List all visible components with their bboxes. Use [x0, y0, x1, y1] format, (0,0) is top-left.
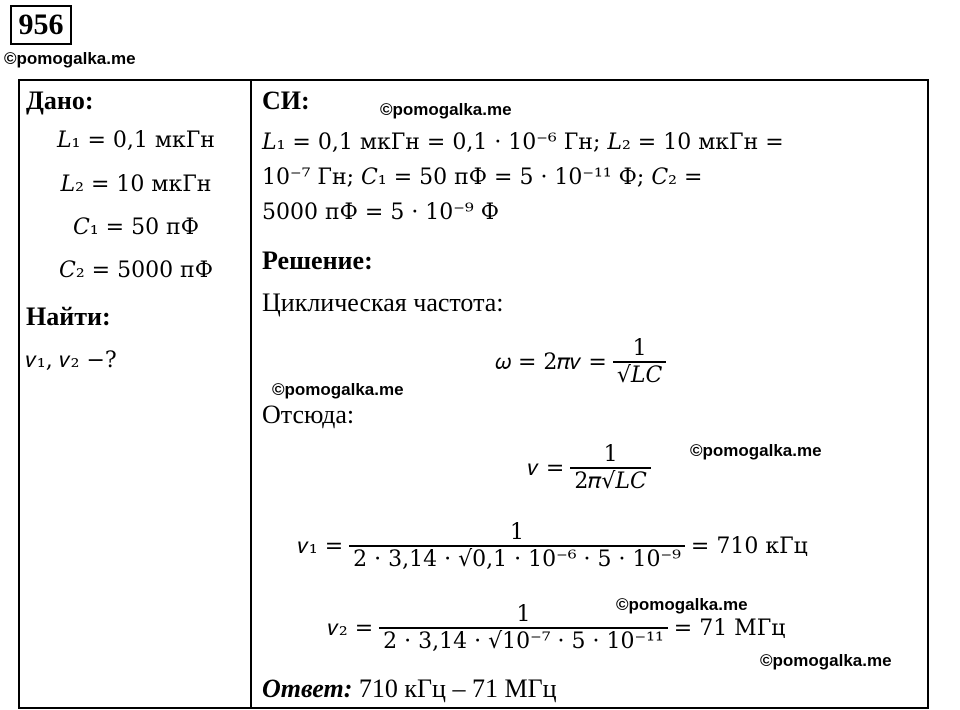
- watermark-right: ©pomogalka.me: [690, 441, 822, 460]
- watermark-bottom: ©pomogalka.me: [760, 651, 892, 670]
- find-heading: Найти:: [26, 302, 111, 331]
- find-line: 𝜈₁, 𝜈₂ −?: [26, 348, 117, 373]
- nu2-num: 1: [516, 602, 531, 627]
- nu2-rhs: = 71 МГц: [673, 615, 786, 641]
- watermark-si: ©pomogalka.me: [380, 100, 512, 119]
- nu2-den: 2 · 3,14 · √10⁻⁷ · 5 · 10⁻¹¹: [379, 627, 668, 654]
- given-l2: 𝐿₂ = 10 мкГн: [60, 172, 212, 197]
- watermark-top: ©pomogalka.me: [4, 49, 136, 68]
- solution-heading: Решение:: [262, 246, 373, 275]
- hence-label: Отсюда:: [262, 400, 355, 429]
- nu-num: 1: [603, 442, 618, 467]
- given-c2: 𝐶₂ = 5000 пФ: [59, 258, 213, 283]
- nu1-num: 1: [510, 520, 525, 545]
- omega-lhs: 𝜔 = 2𝜋𝜈 =: [495, 349, 607, 375]
- column-divider: [250, 79, 252, 707]
- watermark-lower: ©pomogalka.me: [616, 595, 748, 614]
- given-l1: 𝐿₁ = 0,1 мкГн: [57, 128, 215, 153]
- answer-line: [262, 674, 557, 704]
- si-line-2: 10⁻⁷ Гн; 𝐶₁ = 50 пФ = 5 · 10⁻¹¹ Ф; 𝐶₂ =: [262, 165, 703, 190]
- omega-den: √𝐿𝐶: [613, 361, 666, 388]
- given-c1: 𝐶₁ = 50 пФ: [73, 215, 199, 240]
- nu-den: 2𝜋√𝐿𝐶: [570, 467, 651, 494]
- given-heading: Дано:: [26, 86, 94, 115]
- answer-value: 710 кГц – 71 МГц: [358, 674, 557, 703]
- omega-formula: [495, 327, 666, 397]
- nu-lhs: 𝜈 =: [528, 455, 565, 481]
- cyclic-label: Циклическая частота:: [262, 288, 504, 317]
- watermark-mid: ©pomogalka.me: [272, 380, 404, 399]
- si-heading: СИ:: [262, 86, 310, 115]
- answer-label: Ответ:: [262, 674, 353, 703]
- nu1-rhs: = 710 кГц: [690, 533, 808, 559]
- problem-number: 956: [10, 5, 72, 45]
- nu-formula: [528, 432, 651, 504]
- nu1-formula: [298, 510, 808, 582]
- nu2-lhs: 𝜈₂ =: [328, 615, 374, 641]
- si-line-3: 5000 пФ = 5 · 10⁻⁹ Ф: [262, 200, 499, 225]
- nu1-den: 2 · 3,14 · √0,1 · 10⁻⁶ · 5 · 10⁻⁹: [349, 545, 685, 572]
- si-line-1: 𝐿₁ = 0,1 мкГн = 0,1 · 10⁻⁶ Гн; 𝐿₂ = 10 мкГн =: [262, 130, 784, 155]
- nu1-lhs: 𝜈₁ =: [298, 533, 344, 559]
- omega-num: 1: [632, 336, 647, 361]
